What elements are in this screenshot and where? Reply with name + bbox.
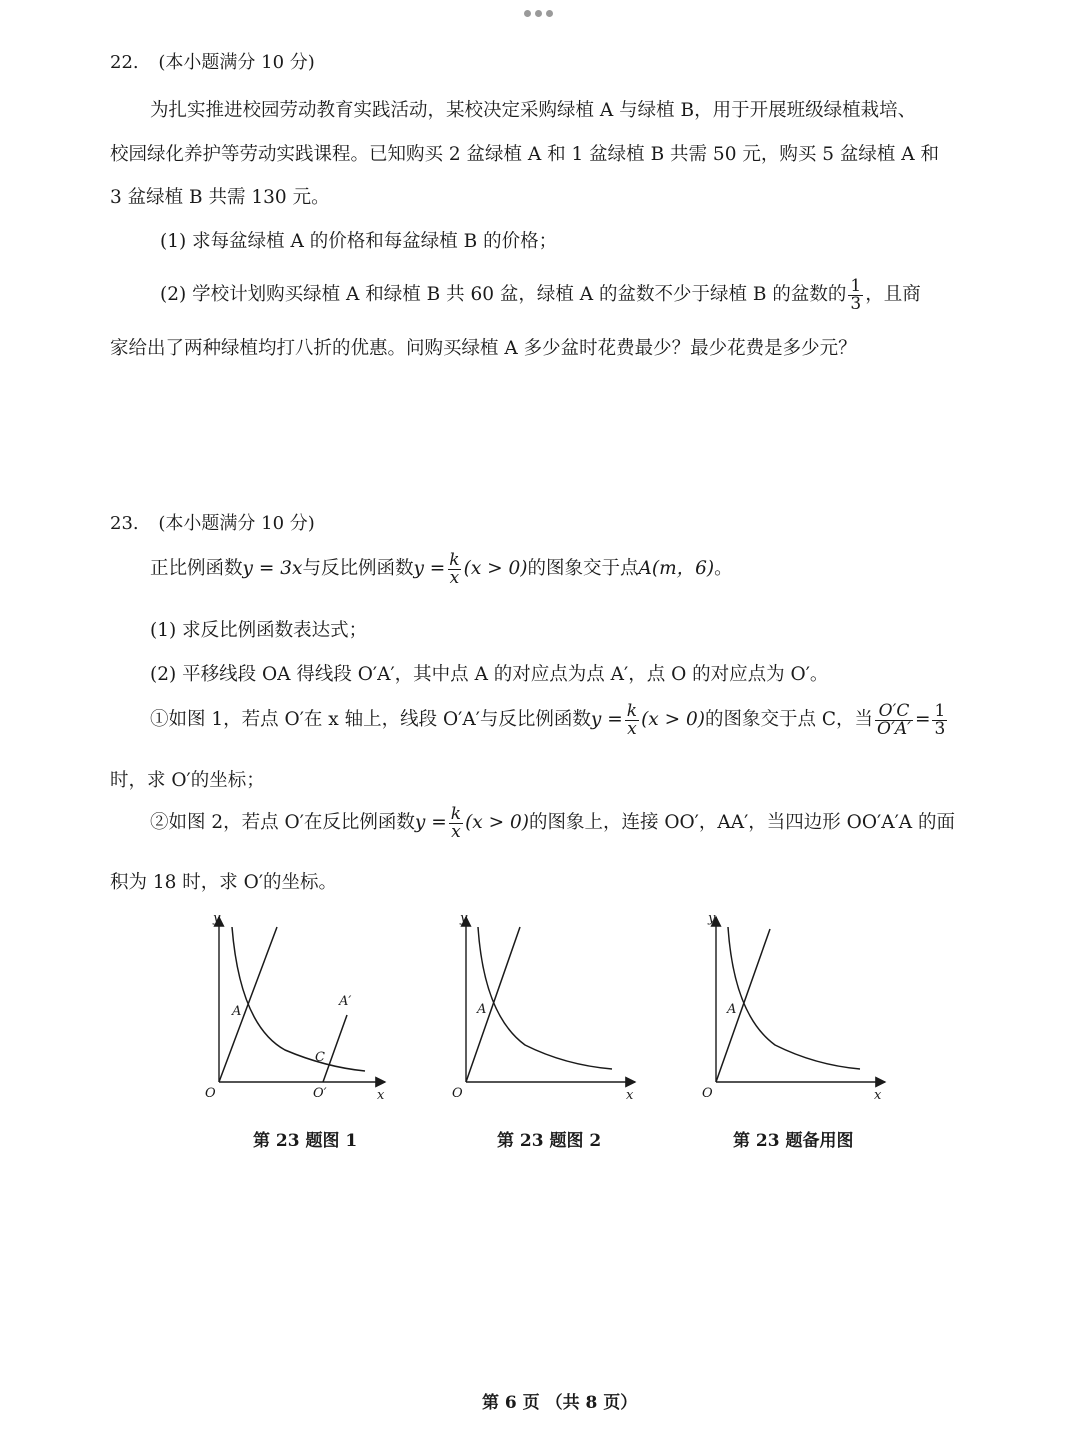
q23-sub-2-text-2: 的图象上，连接 OO′，AA′，当四边形 OO′A′A 的面 — [528, 812, 956, 834]
dot — [535, 10, 542, 17]
q23-intro-text-1: 正比例函数 — [150, 558, 243, 580]
fraction-denominator: O′A′ — [877, 719, 911, 739]
figure-spare — [688, 905, 893, 1105]
figure-2 — [440, 905, 645, 1105]
x-axis-label: x — [377, 1088, 385, 1103]
x-axis-label: x — [626, 1088, 634, 1103]
y-equals: y = — [413, 558, 446, 580]
page-number-footer: 第 6 页 （共 8 页） — [482, 1393, 638, 1413]
q23-sub-1-text: ①如图 1，若点 O′在 x 轴上，线段 O′A′与反比例函数 — [150, 709, 591, 731]
q23-intro-end: 。 — [714, 558, 733, 580]
domain-condition: (x > 0) — [641, 709, 705, 731]
point-o-prime-label: O′ — [313, 1086, 327, 1101]
point-a-label: A — [477, 1002, 487, 1017]
line-oa — [466, 927, 520, 1082]
q23-sub-2-text: ②如图 2，若点 O′在反比例函数 — [150, 812, 415, 834]
figure-1-caption: 第 23 题图 1 — [253, 1131, 358, 1151]
fraction-k-over-x — [447, 552, 461, 587]
dot — [546, 10, 553, 17]
fraction-k-over-x — [625, 703, 639, 738]
q23-sub-1-line-2: 时，求 O′的坐标； — [110, 770, 265, 791]
y-equals: y = — [414, 812, 447, 834]
x-axis-label: x — [874, 1088, 882, 1103]
fraction-k-over-x — [449, 806, 463, 841]
fraction-denominator: x — [449, 568, 460, 588]
q22-part-1: (1) 求每盆绿植 A 的价格和每盆绿植 B 的价格； — [160, 231, 558, 252]
line-oa — [219, 927, 277, 1082]
fraction-numerator: k — [626, 701, 638, 721]
q23-number: 23. — [110, 513, 139, 534]
q22-header — [110, 48, 315, 74]
fraction-denominator: 3 — [850, 294, 862, 314]
q23-part-2: (2) 平移线段 OA 得线段 O′A′，其中点 A 的对应点为点 A′，点 O 的对应点为 O′。 — [150, 664, 829, 685]
q22-part-2-line-2: 家给出了两种绿植均打八折的优惠。问购买绿植 A 多少盆时花费最少？最少花费是多少元？ — [110, 338, 857, 359]
q23-sub-2-line-2: 积为 18 时，求 O′的坐标。 — [110, 872, 338, 893]
origin-label: O — [452, 1086, 463, 1101]
q22-line-2: 校园绿化养护等劳动实践课程。已知购买 2 盆绿植 A 和 1 盆绿植 B 共需 50 元，购买 5 盆绿植 A 和 — [110, 144, 939, 165]
q23-header — [110, 509, 315, 535]
fraction-one-third — [932, 703, 947, 738]
point-c-label: C — [315, 1050, 325, 1065]
y-axis-label: y — [213, 911, 221, 926]
origin-label: O — [205, 1086, 216, 1101]
dot — [524, 10, 531, 17]
more-dots-icon[interactable] — [524, 10, 553, 17]
fraction-ratio — [875, 703, 913, 738]
fraction-denominator: 3 — [934, 719, 946, 739]
fraction-denominator: x — [451, 822, 461, 842]
point-a: A(m，6) — [638, 558, 715, 580]
hyperbola-curve — [478, 927, 612, 1069]
figure-1 — [195, 905, 400, 1105]
q22-line-1: 为扎实推进校园劳动教育实践活动，某校决定采购绿植 A 与绿植 B，用于开展班级绿植栽培、 — [150, 100, 917, 121]
q23-intro — [150, 552, 733, 587]
q23-sub-2 — [150, 806, 955, 841]
line-oa — [716, 929, 770, 1082]
linear-function: y = 3x — [242, 558, 303, 580]
point-a-label: A — [232, 1004, 242, 1019]
figure-2-caption: 第 23 题图 2 — [497, 1131, 602, 1151]
domain-condition: (x > 0) — [465, 812, 529, 834]
q22-part-2 — [160, 278, 921, 313]
y-equals: y = — [590, 709, 623, 731]
fraction-numerator: k — [449, 550, 460, 570]
point-a-label: A — [727, 1002, 737, 1017]
segment-o-prime-a-prime — [323, 1015, 347, 1082]
domain-condition: (x > 0) — [463, 558, 528, 580]
q23-score: (本小题满分 10 分) — [158, 513, 315, 534]
point-a-prime-label: A′ — [339, 994, 352, 1009]
fraction-numerator: k — [450, 804, 462, 824]
q22-part-2-text: (2) 学校计划购买绿植 A 和绿植 B 共 60 盆，绿植 A 的盆数不少于绿植 B 的盆数的 — [160, 284, 847, 306]
q22-number: 22. — [110, 52, 139, 73]
y-axis-label: y — [708, 911, 716, 926]
fraction-numerator: 1 — [934, 701, 946, 721]
q23-sub-1-text-2: 的图象交于点 C，当 — [704, 709, 874, 731]
equals-sign: = — [914, 709, 931, 731]
y-axis-label: y — [460, 911, 468, 926]
q23-part-1: (1) 求反比例函数表达式； — [150, 620, 368, 641]
hyperbola-curve — [728, 927, 860, 1069]
q22-line-3: 3 盆绿植 B 共需 130 元。 — [110, 187, 330, 208]
fraction-numerator: 1 — [850, 276, 862, 296]
fraction-denominator: x — [627, 719, 637, 739]
origin-label: O — [702, 1086, 713, 1101]
q23-sub-1 — [150, 703, 949, 738]
figure-spare-caption: 第 23 题备用图 — [733, 1131, 854, 1151]
q23-intro-text-2: 与反比例函数 — [302, 558, 414, 580]
q22-score: (本小题满分 10 分) — [158, 52, 315, 73]
fraction-one-third — [848, 278, 863, 313]
fraction-numerator: O′C — [878, 701, 910, 721]
q23-intro-text-3: 的图象交于点 — [527, 558, 639, 580]
q22-part-2-tail: ，且商 — [865, 284, 921, 306]
